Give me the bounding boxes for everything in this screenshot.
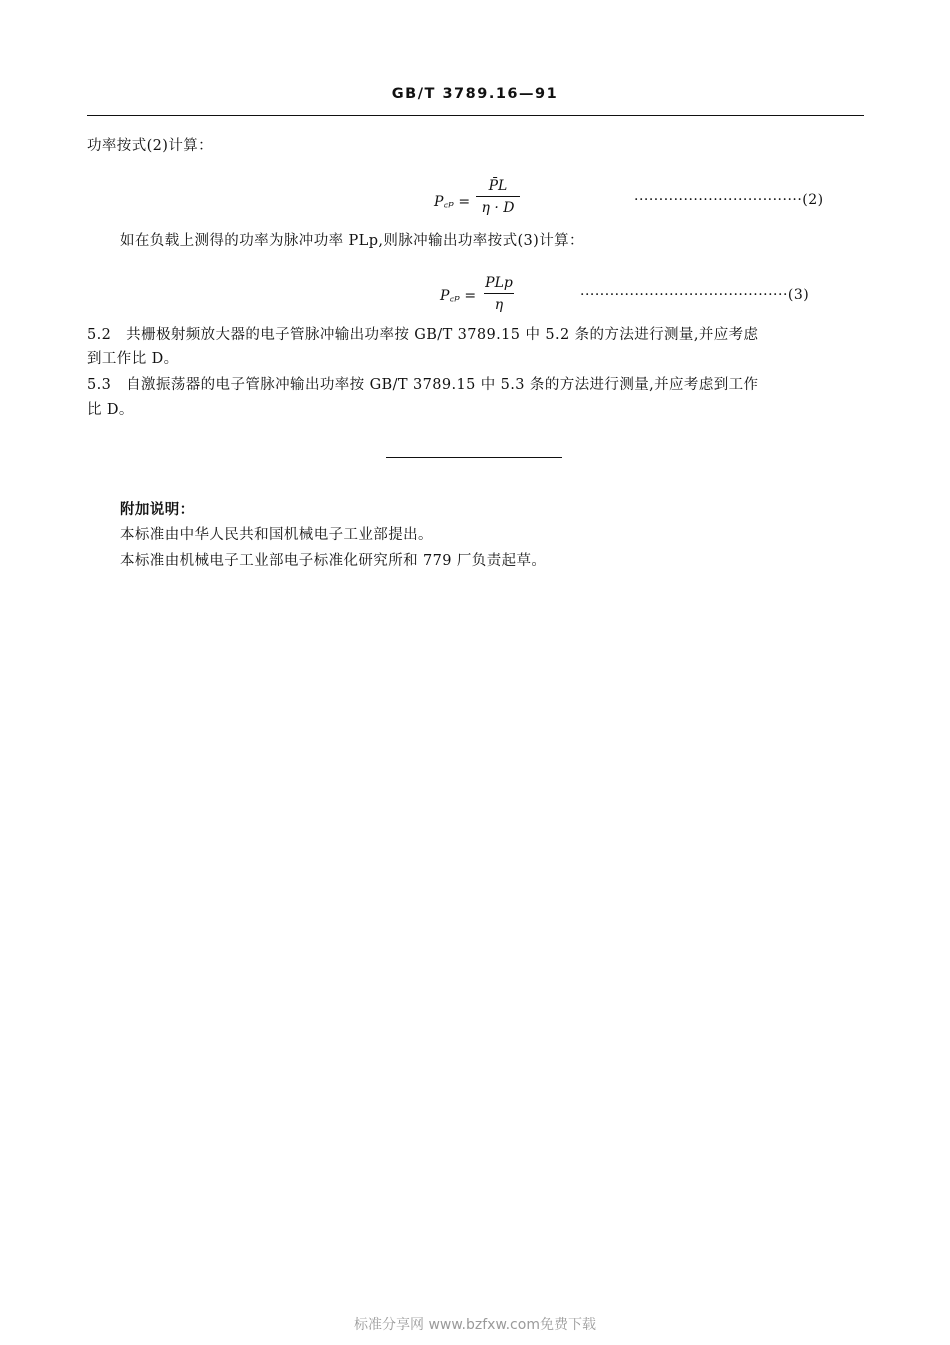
clause-5-3-line-1: 5.3 自激振荡器的电子管脉冲输出功率按 GB/T 3789.15 中 5.3 条的方法进行测量,并应考虑到工作 — [87, 377, 759, 393]
footer-watermark: 标准分享网 www.bzfxw.com免费下载 — [354, 1317, 596, 1333]
formula-2-numerator: P̄L — [488, 178, 508, 194]
notes-title: 附加说明： — [120, 501, 195, 518]
fraction-bar — [484, 293, 514, 294]
equation-number-2: ··································(2) — [634, 192, 824, 208]
equation-number-3: ··········································(3) — [580, 287, 810, 303]
intro-line: 功率按式(2)计算： — [87, 138, 214, 154]
formula-3-numerator: PLp — [485, 275, 513, 291]
formula-3-lhs: P꜀ₚ = — [440, 288, 477, 304]
clause-5-2-line-2: 到工作比 D。 — [87, 351, 179, 367]
formula-3-denominator: η — [494, 297, 504, 313]
notes-line-2: 本标准由机械电子工业部电子标准化研究所和 779 厂负责起草。 — [120, 553, 547, 569]
document-code-header: GB/T 3789.16—91 — [391, 86, 559, 102]
header-rule — [87, 115, 864, 116]
formula-2-fraction — [476, 178, 520, 216]
formula-3-fraction — [484, 275, 514, 313]
clause-5-3-line-2: 比 D。 — [87, 402, 134, 418]
fraction-bar — [476, 196, 520, 197]
pulse-power-line: 如在负载上测得的功率为脉冲功率 PLp,则脉冲输出功率按式(3)计算： — [120, 233, 584, 249]
end-separator — [386, 457, 562, 458]
formula-2-lhs: P꜀ₚ = — [434, 194, 471, 210]
clause-5-2-line-1: 5.2 共栅极射频放大器的电子管脉冲输出功率按 GB/T 3789.15 中 5.2 条的方法进行测量,并应考虑 — [87, 327, 759, 343]
notes-line-1: 本标准由中华人民共和国机械电子工业部提出。 — [120, 527, 433, 543]
formula-2-denominator: η · D — [481, 200, 515, 216]
